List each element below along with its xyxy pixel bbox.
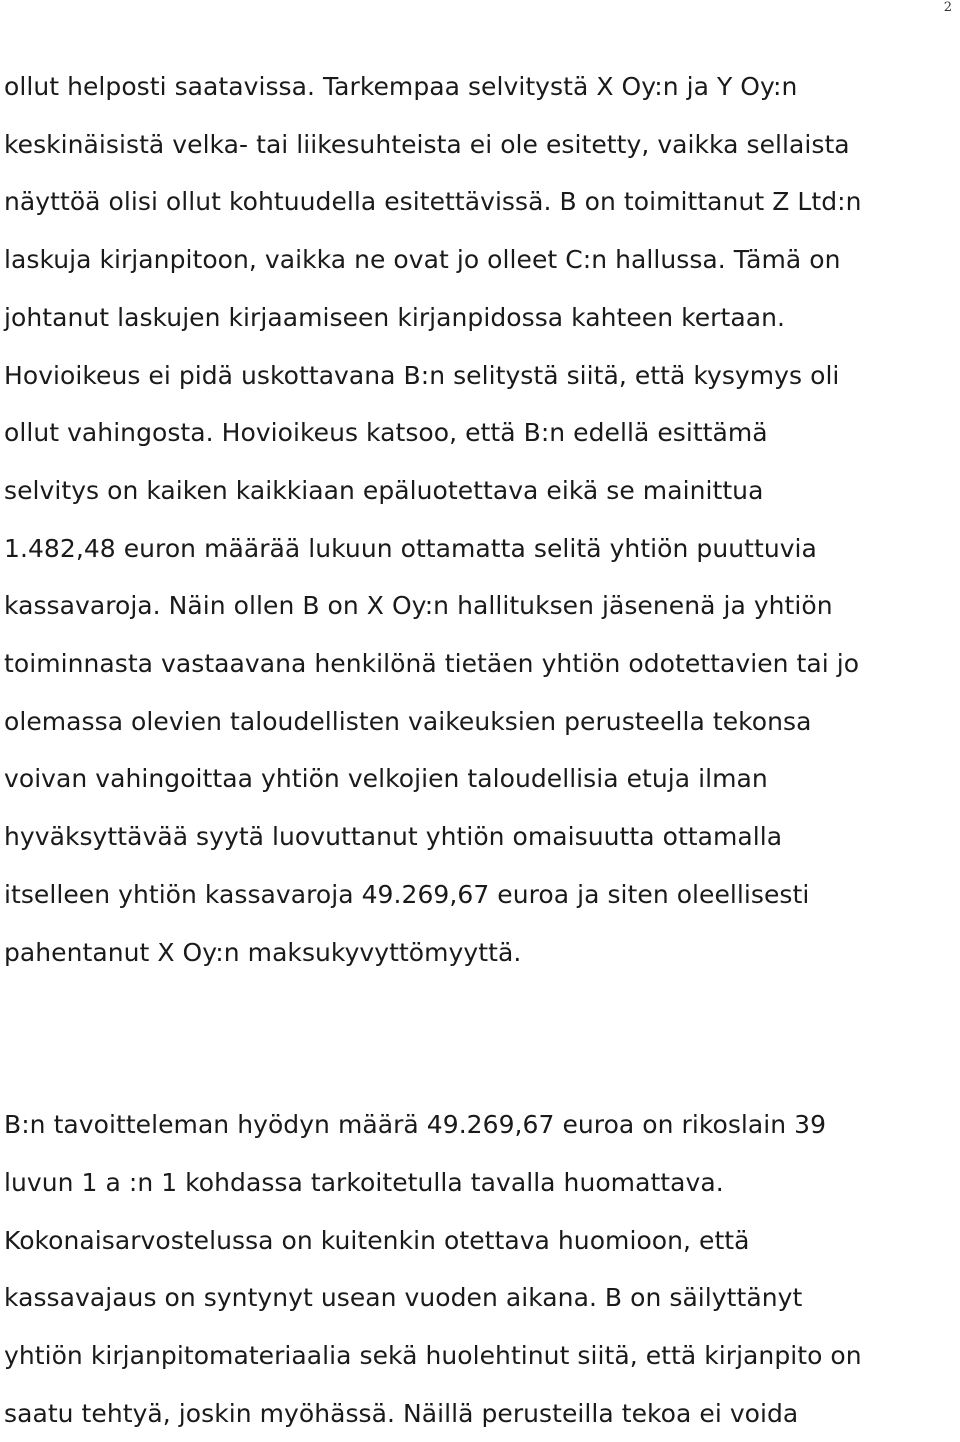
- text-line: kassavaroja. Näin ollen B on X Oy:n hallituksen jäsenenä ja yhtiön: [4, 591, 833, 621]
- page-number: 2: [943, 0, 952, 15]
- paragraph-spacer: [4, 981, 954, 1096]
- text-line: Kokonaisarvostelussa on kuitenkin otettava huomioon, että: [4, 1225, 750, 1255]
- text-line: näyttöä olisi ollut kohtuudella esitettävissä. B on toimittanut Z Ltd:n: [4, 187, 862, 217]
- text-line: ollut helposti saatavissa. Tarkempaa selvitystä X Oy:n ja Y Oy:n: [4, 72, 798, 101]
- text-line: luvun 1 a :n 1 kohdassa tarkoitetulla tavalla huomattava.: [4, 1167, 724, 1197]
- text-line: hyväksyttävää syytä luovuttanut yhtiön omaisuutta ottamalla: [4, 822, 783, 852]
- text-line: itselleen yhtiön kassavaroja 49.269,67 euroa ja siten oleellisesti: [4, 879, 810, 909]
- text-line: B:n tavoitteleman hyödyn määrä 49.269,67 euroa on rikoslain 39: [4, 1110, 827, 1140]
- text-line: ollut vahingosta. Hovioikeus katsoo, että B:n edellä esittämä: [4, 418, 768, 448]
- text-line: selvitys on kaiken kaikkiaan epäluotettava eikä se mainittua: [4, 475, 764, 505]
- text-line: johtanut laskujen kirjaamiseen kirjanpidossa kahteen kertaan.: [4, 302, 785, 332]
- paragraph-2: [4, 1096, 954, 1442]
- text-line: toiminnasta vastaavana henkilönä tietäen yhtiön odotettavien tai jo: [4, 649, 860, 679]
- document-body: [4, 58, 954, 1442]
- text-line: laskuja kirjanpitoon, vaikka ne ovat jo olleet C:n hallussa. Tämä on: [4, 245, 841, 275]
- text-line: yhtiön kirjanpitomateriaalia sekä huolehtinut siitä, että kirjanpito on: [4, 1341, 862, 1371]
- text-line: 1.482,48 euron määrää lukuun ottamatta selitä yhtiön puuttuvia: [4, 533, 817, 563]
- text-line: voivan vahingoittaa yhtiön velkojien taloudellisia etuja ilman: [4, 764, 768, 794]
- text-line: saatu tehtyä, joskin myöhässä. Näillä perusteilla tekoa ei voida: [4, 1398, 799, 1428]
- text-line: pahentanut X Oy:n maksukyvyttömyyttä.: [4, 937, 522, 967]
- text-line: keskinäisistä velka- tai liikesuhteista ei ole esitetty, vaikka sellaista: [4, 129, 850, 159]
- text-line: olemassa olevien taloudellisten vaikeuksien perusteella tekonsa: [4, 706, 812, 736]
- text-line: kassavajaus on syntynyt usean vuoden aikana. B on säilyttänyt: [4, 1283, 803, 1313]
- paragraph-1: [4, 58, 954, 981]
- text-line: Hovioikeus ei pidä uskottavana B:n selitystä siitä, että kysymys oli: [4, 360, 840, 390]
